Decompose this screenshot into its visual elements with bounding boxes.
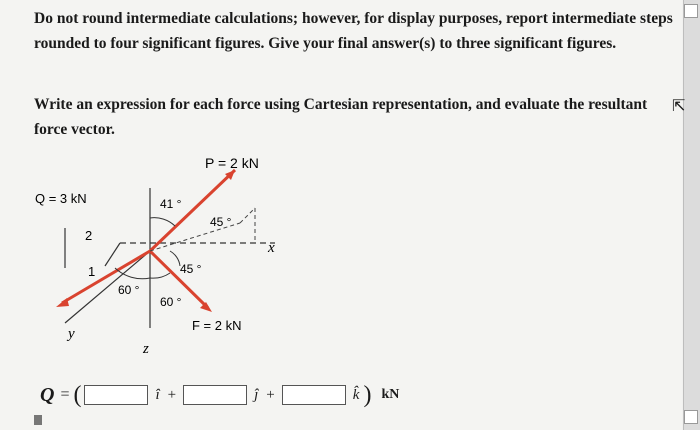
label-q: Q = 3 kN <box>35 191 87 206</box>
label-angle-60-right: 60 ° <box>160 295 182 309</box>
plus-sign-2: + <box>266 386 275 403</box>
label-num-1: 1 <box>88 264 96 279</box>
force-q-arrowhead <box>56 298 69 307</box>
k-hat: k̂ <box>352 386 360 403</box>
mouse-cursor-icon: ⇱ <box>672 98 686 115</box>
q-helper-line-2 <box>105 243 120 266</box>
k-component-input[interactable] <box>282 385 346 405</box>
label-axis-y: y <box>68 326 75 342</box>
label-axis-z: z <box>143 341 149 357</box>
j-component-input[interactable] <box>183 385 247 405</box>
plus-sign-1: + <box>167 386 177 403</box>
instruction-rounding: Do not round intermediate calculations; however, for display purposes, report intermediate steps rounded to four significant figures. Give your final answer(s) to three significant figures. <box>34 10 673 52</box>
equals-sign: = <box>60 386 70 403</box>
label-angle-41: 41 ° <box>160 197 182 211</box>
label-angle-45-top: 45 ° <box>210 215 232 229</box>
instruction-task: Write an expression for each force using Cartesian representation, and evaluate the resultant force vector. <box>34 96 648 138</box>
force-diagram <box>30 148 300 368</box>
label-f: F = 2 kN <box>192 318 242 333</box>
label-num-2: 2 <box>85 228 93 243</box>
label-axis-x: x <box>268 240 275 256</box>
label-angle-60-left: 60 ° <box>118 283 140 297</box>
dashed-line-2 <box>240 208 255 223</box>
arc-41 <box>150 218 175 226</box>
scroll-down-button[interactable] <box>684 410 698 424</box>
arc-45-mid <box>170 251 180 266</box>
close-paren: ) <box>363 382 372 408</box>
j-hat: ĵ <box>254 386 259 403</box>
arc-60-right <box>150 273 170 278</box>
force-diagram-svg <box>30 148 300 368</box>
vector-q-label: Q <box>40 383 55 406</box>
i-component-input[interactable] <box>84 385 148 405</box>
scroll-up-button[interactable] <box>684 4 698 18</box>
answer-row <box>40 380 460 410</box>
scroll-left-indicator[interactable] <box>34 415 42 425</box>
open-paren: ( <box>73 382 82 408</box>
label-angle-45-mid: 45 ° <box>180 262 202 276</box>
i-hat: î <box>155 386 160 403</box>
label-p: P = 2 kN <box>205 155 259 171</box>
vertical-scrollbar[interactable] <box>683 0 700 430</box>
unit-label: kN <box>381 387 400 402</box>
